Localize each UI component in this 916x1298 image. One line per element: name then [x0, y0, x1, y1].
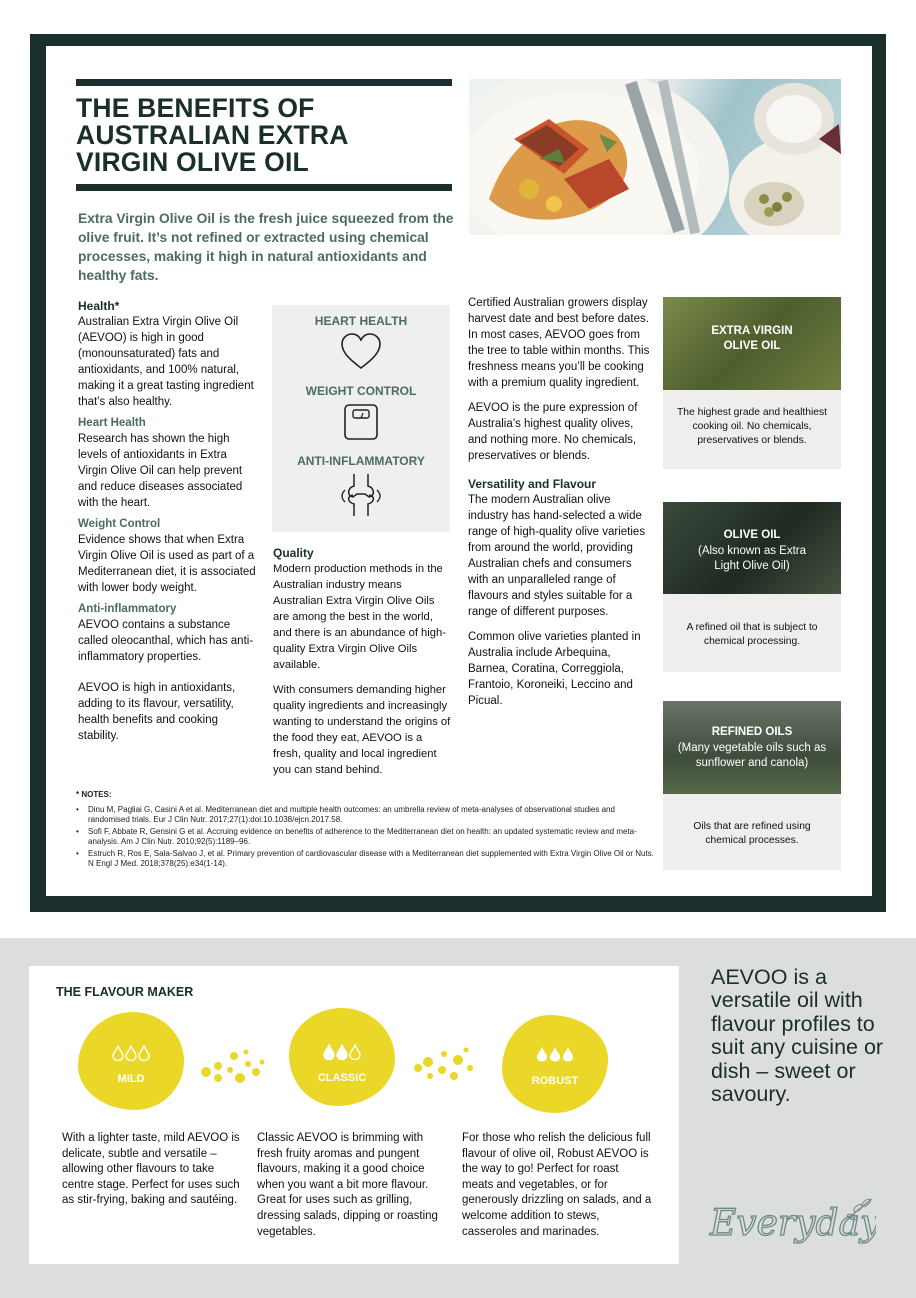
anti-inflammatory-text: AEVOO contains a substance called oleocanthal, which has anti-inflammatory properties.	[78, 619, 254, 663]
robust-drops	[502, 1046, 608, 1067]
benefit-label: WEIGHT CONTROL	[305, 384, 417, 398]
page-title	[76, 79, 452, 191]
benefit-label: ANTI-INFLAMMATORY	[297, 454, 425, 468]
everyday-script	[706, 1191, 876, 1255]
title-line-2: AUSTRALIAN EXTRA	[76, 120, 349, 150]
growers-column	[468, 295, 650, 709]
svg-text:Everyday: Everyday	[710, 1203, 876, 1244]
hero-food-image	[469, 79, 841, 235]
title-line-1: THE BENEFITS OF	[76, 93, 315, 123]
quality-text: Modern production methods in the Australian industry means Australian Extra Virgin Olive Oils are among the best in the world, and there is an abundance of high-quality Extra Virgin Olive Oils available.	[273, 563, 446, 671]
mild-description: With a lighter taste, mild AEVOO is delicate, subtle and versatile – allowing other flavours to take centre stage. Perfect for uses such as stir-frying, baking and sautéing.	[62, 1132, 240, 1207]
classic-drops	[289, 1044, 395, 1065]
robust-label: ROBUST	[531, 1075, 579, 1087]
drop-icons	[111, 1045, 151, 1061]
benefit-label: HEART HEALTH	[314, 314, 408, 328]
oil-card-refined-oils	[663, 701, 841, 870]
benefits-box	[272, 305, 450, 532]
oil-card-description: Oils that are refined using chemical processes.	[663, 794, 841, 870]
joint-icon	[339, 472, 383, 518]
flavour-title: THE FLAVOUR MAKER	[56, 985, 194, 999]
oil-card-description: A refined oil that is subject to chemical processing.	[663, 594, 841, 672]
intro-paragraph: Extra Virgin Olive Oil is the fresh juice squeezed from the olive fruit. It’s not refined or extracted using chemical processes, making it high in natural antioxidants and healthy fats.	[78, 211, 454, 283]
oil-card-title: OLIVE OIL	[723, 529, 781, 541]
growers-text: Certified Australian growers display harvest date and best before dates. In most cases, AEVOO goes from the tree to table within months. This freshness means you’ll be cooking with a premium quality ingredient.	[468, 297, 650, 389]
classic-label: CLASSIC	[317, 1072, 367, 1084]
transition-dots	[198, 1048, 268, 1086]
versatility-text: The modern Australian olive industry has hand-selected a wide range of high-quality olive varieties from around the world, providing Australian chefs and consumers with an unparalleled range of flavours and styles suitable for a range of different purposes.	[468, 494, 646, 618]
quality-heading: Quality	[273, 546, 314, 560]
classic-description: Classic AEVOO is brimming with fresh fruity aromas and pungent flavours, making it a good choice when you want a bit more flavour. Great for uses such as grilling, dressing salads, dipping or roasting vegetables.	[257, 1132, 438, 1238]
note-item: • Sofi F, Abbate R, Gensini G et al. Accruing evidence on benefits of adherence to the Mediterranean diet on health: an updated systematic review and meta-analysis. Am J Clin Nutr. 2010;92(5):1189–96.	[76, 827, 656, 847]
robust-description: For those who relish the delicious full flavour of olive oil, Robust AEVOO is the way to go! Perfect for roast meats and vegetables, or for generously drizzling on salads, and a welcome addition to stews, casseroles and marinades.	[462, 1132, 652, 1238]
food-illustration	[469, 79, 841, 235]
benefit-heart-health	[272, 314, 450, 375]
oil-card-header	[663, 502, 841, 594]
anti-inflammatory-heading: Anti-inflammatory	[78, 603, 177, 615]
oil-card-title: EXTRA VIRGIN OLIVE OIL	[711, 325, 793, 352]
heart-health-text: Research has shown the high levels of antioxidants in Extra Virgin Olive Oil can help prevent and reduce diseases associated with the heart.	[78, 433, 243, 509]
everyday-logo	[706, 1191, 876, 1260]
oil-card-extra-virgin	[663, 297, 841, 469]
side-tagline: AEVOO is a versatile oil with flavour profiles to suit any cuisine or dish – sweet or savoury.	[711, 965, 884, 1107]
oil-card-title: REFINED OILS	[711, 726, 793, 738]
versatility-heading: Versatility and Flavour	[468, 477, 597, 491]
health-text: Australian Extra Virgin Olive Oil (AEVOO) is high in good (monounsaturated) fats and antioxidants, and 100% natural, making it a great tasting ingredient that’s also healthy.	[78, 316, 254, 408]
expression-text: AEVOO is the pure expression of Australia’s highest quality olives, and nothing more. No chemicals, preservatives or blends.	[468, 402, 638, 462]
varieties-text: Common olive varieties planted in Australia include Arbequina, Barnea, Coratina, Correggiola, Frantoio, Koroneiki, Leccino and Picual.	[468, 631, 641, 707]
consumers-text: With consumers demanding higher quality ingredients and increasingly wanting to understand the origins of the food they eat, AEVOO is a fresh, quality and local ingredient you can stand behind.	[273, 684, 451, 776]
notes-list	[76, 805, 656, 869]
note-item: • Dinu M, Pagliai G, Casini A et al. Mediterranean diet and multiple health outcomes: an umbrella review of meta-analyses of observational studies and randomised trials. Eur J Clin Nutr. 2017;27(1):doi:10.1038/ejcn.2017.58.	[76, 805, 656, 825]
oil-card-description: The highest grade and healthiest cooking oil. No chemicals, preservatives or blends.	[663, 390, 841, 469]
footnotes	[76, 790, 656, 871]
mild-label: MILD	[117, 1073, 145, 1085]
oil-card-header	[663, 297, 841, 390]
oil-card-subtitle: (Also known as Extra Light Olive Oil)	[697, 545, 806, 572]
heart-icon	[339, 332, 383, 372]
notes-heading: * NOTES:	[76, 790, 112, 799]
health-column	[78, 298, 258, 744]
benefit-anti-inflammatory	[272, 454, 450, 521]
antioxidants-text: AEVOO is high in antioxidants, adding to its flavour, versatility, health benefits and cooking stability.	[78, 682, 236, 742]
scale-icon	[341, 402, 381, 442]
oil-card-olive-oil	[663, 502, 841, 672]
drop-icons	[535, 1046, 575, 1062]
title-line-3: VIRGIN OLIVE OIL	[76, 147, 309, 177]
title-text	[76, 95, 452, 176]
heart-health-heading: Heart Health	[78, 417, 146, 429]
benefit-weight-control	[272, 384, 450, 445]
drop-icons	[322, 1044, 362, 1060]
note-item: • Estruch R, Ros E, Sala-Salvao J, et al. Primary prevention of cardiovascular disease with a Mediterranean diet supplemented with Extra Virgin Olive Oil or Nuts. N Engl J Med. 2018;378(25):e34(1-14).	[76, 849, 656, 869]
quality-column	[273, 545, 453, 778]
weight-control-heading: Weight Control	[78, 518, 161, 530]
health-heading: Health*	[78, 299, 120, 313]
weight-control-text: Evidence shows that when Extra Virgin Olive Oil is used as part of a Mediterranean diet, it is associated with lower body weight.	[78, 534, 256, 594]
oil-card-header	[663, 701, 841, 794]
oil-card-subtitle: (Many vegetable oils such as sunflower and canola)	[677, 742, 827, 769]
mild-drops	[78, 1045, 184, 1066]
transition-dots	[410, 1046, 480, 1084]
